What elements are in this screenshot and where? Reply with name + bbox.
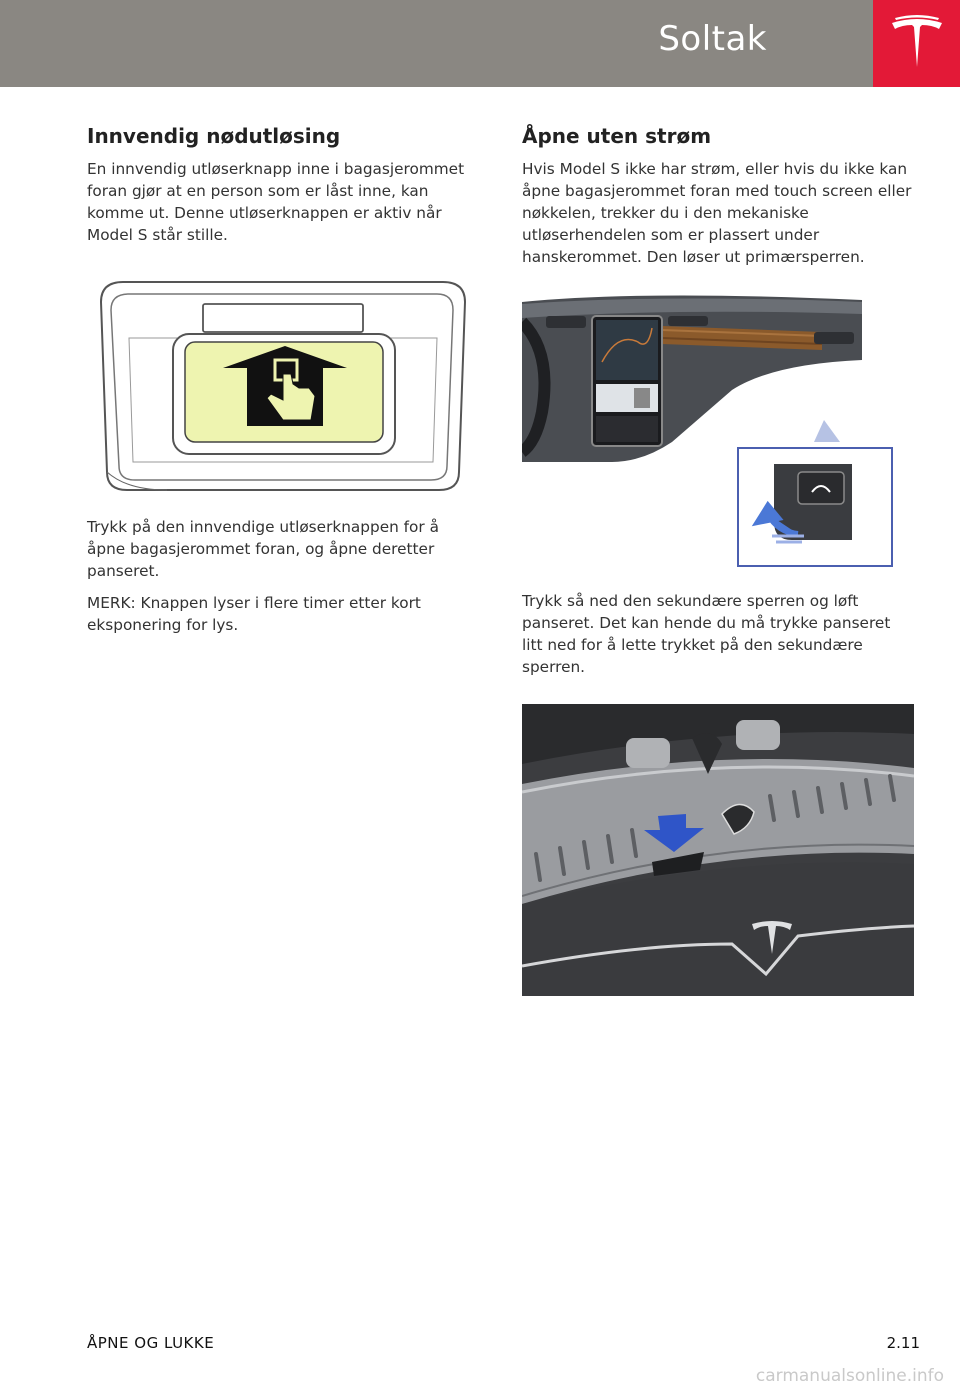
logo-box [873,0,960,87]
note: MERK: Knappen lyser i flere timer etter kort eksponering for lys. [87,594,421,634]
section-heading-open-without-power: Åpne uten strøm [522,124,712,148]
page-title: Soltak [658,19,767,59]
paragraph: Trykk på den innvendige utløserknappen for å åpne bagasjerommet foran, og åpne deretter panseret. [87,518,439,580]
page-number: 2.11 [886,1334,920,1352]
footer-section: ÅPNE OG LUKKE [87,1334,215,1352]
right-column [522,124,914,1016]
left-column [87,124,479,646]
section-heading-emergency-release: Innvendig nødutløsing [87,124,341,148]
paragraph: Hvis Model S ikke har strøm, eller hvis du ikke kan åpne bagasjerommet foran med touch screen eller nøkkelen, trekker du i den mekaniske utløserhendelen som er plassert under hanskerommet. Den løser ut primærsperren. [522,160,912,266]
release-button-illustration [87,276,479,500]
header-bar [0,0,873,87]
dashboard-release-lever-illustration [522,292,914,574]
watermark: carmanualsonline.info [755,1366,944,1386]
tesla-logo-icon [886,13,948,75]
secondary-latch-illustration [522,704,914,1000]
paragraph: Trykk så ned den sekundære sperren og løft panseret. Det kan hende du må trykke panseret litt ned for å lette trykket på den sekundære sperren. [522,592,891,676]
paragraph: En innvendig utløserknapp inne i bagasjerommet foran gjør at en person som er låst inne, kan komme ut. Denne utløserknappen er aktiv når Model S står stille. [87,160,465,244]
